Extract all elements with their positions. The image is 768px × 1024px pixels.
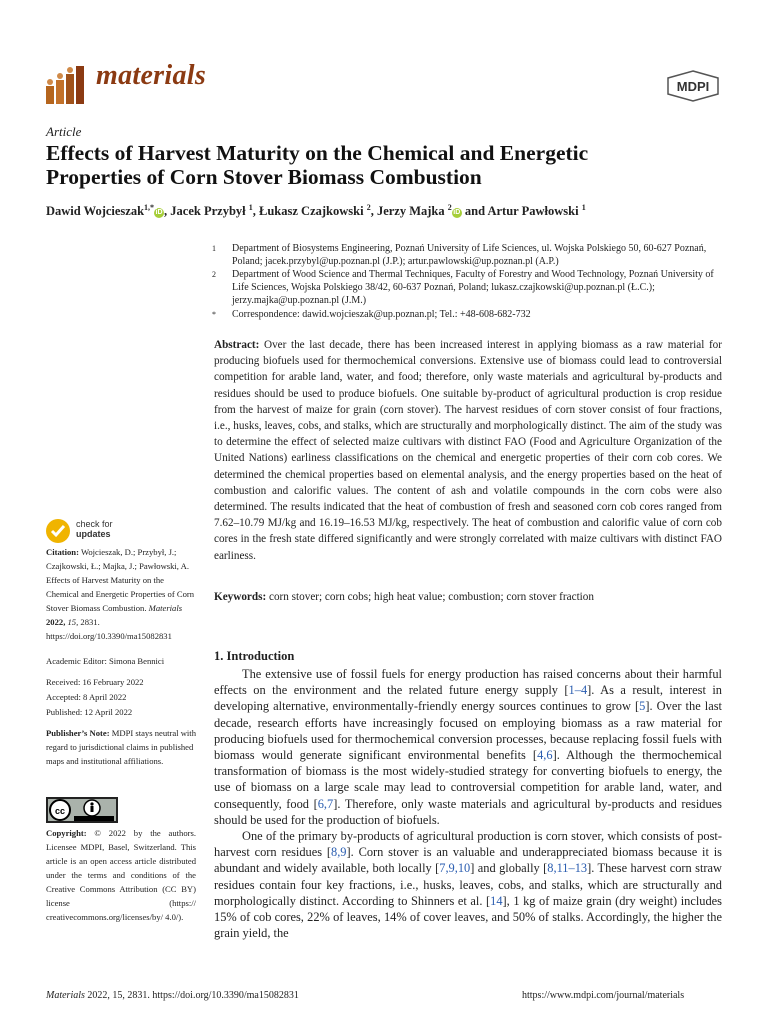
body-text-run: ]. These harvest corn straw residues contain four key fractions, i.e., husks, leaves, cobs, and stalks, which are structurally and morphologically distinct. According to Shinners et al. [ [214,861,723,908]
reference-link[interactable]: 1–4 [568,683,588,698]
footer-journal-url[interactable]: https://www.mdpi.com/journal/materials [522,990,685,1001]
author-name[interactable]: Jerzy Majka [376,204,445,219]
author-affil-sup: 1 [248,203,253,212]
orcid-icon[interactable]: iD [155,209,163,217]
author-affil-sup: 1,* [144,203,155,212]
received-date: Received: 16 February 2022 [46,677,144,687]
author-name[interactable]: Dawid Wojcieszak [46,204,145,219]
author-affil-sup: 1 [581,203,586,212]
author-affil-sup: 2 [447,203,452,212]
citation-doi[interactable]: 2831. https://doi.org/10.3390/ma15082831 [46,617,172,641]
author-sep: , [164,204,171,219]
abstract [214,337,722,564]
mdpi-logo-icon [666,70,720,102]
keywords-text: corn stover; corn cobs; high heat value; combustion; corn stover fraction [269,591,594,603]
footer-year-vol: 2022, 15, [87,990,125,1001]
affiliation-number: 2 [212,270,216,279]
citation-label: Citation: [46,547,79,557]
keywords-label: Keywords: [214,591,267,603]
author-name[interactable]: Łukasz Czajkowski [259,204,364,219]
paragraph-1 [214,666,722,828]
author-sep: , [370,204,377,219]
publisher-note-label: Publisher’s Note: [46,728,110,738]
body-text-run: ]. As a result, interest in developing alternative, environmentally-friendly energy sources continues to grow [ [214,683,722,714]
reference-link[interactable]: 6,7 [317,796,334,811]
abstract-text: Over the last decade, there has been increased interest in applying biomass as a raw material for producing biofuels used for thermochemical conversions. Extensive use of biomass could lead to controversial competition for arable land, water, and food; therefore, only waste materials and agricultural by-products and residues should be used to produce biofuels. One suitable by-product of agricultural production is crop residue from the harvest of maize for grain (corn stover). The harvest residues of corn stover consist of four fractions, i.e., husks, leaves, cobs, and stalks, which are structurally and morphologically distinct. The aim of the study was to determine the effect of selected maize cultivars with distinct FAO (Food and Agriculture Organization of the United Nations) earliness classifications on the chemical and energetic properties of their corn cob cores. We determined the chemical properties based on elemental analysis, and the energy properties based on the heat of combustion and calorific values. The content of ash and volatile compounds in the corn cobs were also determined. The results indicated that the heat of combustion of fresh and seasoned corn cob cores ranged from 7.62–10.79 MJ/kg and 16.19–16.53 MJ/kg, respectively. The heat of combustion and calorific value of corn cob cores in the fresh state differed significantly and were strongly correlated with maize cultivars with distinct FAO earliness. [214,339,723,562]
cc-by-license-icon[interactable] [46,797,118,823]
reference-link[interactable]: 7,9,10 [439,861,471,876]
citation-volume: 15, [67,617,79,627]
affiliation-2 [212,268,732,307]
reference-link[interactable]: 8,11–13 [547,861,588,876]
affiliation-1 [212,242,732,268]
author-sep: and [461,204,488,219]
journal-name: materials [96,60,207,91]
copyright-block [46,826,196,924]
paragraph-2 [214,828,722,941]
introduction-body [214,666,722,941]
affiliation-text: Department of Biosystems Engineering, Poznań University of Life Sciences, ul. Wojska Polskiego 50, 60-627 Poznań, Poland; jacek.przybyl@up.poznan.pl (J.P.); artur.pawlowski@up.poznan.pl (A.P.) [232,243,707,267]
copyright-text: © 2022 by the authors. Licensee MDPI, Basel, Switzerland. This article is an open access article distributed under the terms and conditions of the Creative Commons Attribution (CC BY) license (https:// creativecommons.org/licenses/by/ 4.0/). [46,828,196,922]
article-type: Article [46,124,82,139]
author-affil-sup: 2 [366,203,371,212]
publisher-name: MDPI [676,79,710,94]
affiliation-number: 1 [212,244,216,253]
footer-doi[interactable]: 2831. https://doi.org/10.3390/ma15082831 [127,990,299,1001]
reference-link[interactable]: 4,6 [537,748,553,763]
keywords [214,589,722,605]
journal-logo-icon [44,60,90,106]
orcid-icon[interactable]: iD [453,209,461,217]
check-updates-line2: updates [76,529,111,539]
svg-text:cc: cc [54,806,66,816]
author-list [46,203,746,219]
body-text-run: ]. Therefore, only waste materials and agricultural by-products and residues should be used for the production of biofuels. [214,796,722,827]
reference-link[interactable]: 8,9 [331,845,347,860]
author-name[interactable]: Artur Pawłowski [487,204,579,219]
accepted-date: Accepted: 8 April 2022 [46,692,127,702]
affiliation-text: Department of Wood Science and Thermal Techniques, Faculty of Forestry and Wood Technology, Poznań University of Life Sciences, Wojska Polskiego 38/42, 60-637 Poznań, Poland; lukasz.czajkowski@up.poznan.pl (Ł.C.); jerzy.majka@up.poznan.pl (J.M.) [232,269,714,306]
abstract-label: Abstract: [214,339,260,351]
affiliation-text: Correspondence: dawid.wojcieszak@up.poznan.pl; Tel.: +48-608-682-732 [232,309,531,320]
author-sep: , [252,204,260,219]
check-for-updates-button[interactable] [44,517,164,545]
body-text-run: The extensive use of fossil fuels for energy production has raised concerns about their harmful effects on the environment and the related future energy supply [ [214,667,722,698]
article-title [46,141,726,189]
body-text-run: ] and globally [ [470,861,548,876]
affiliation-number: * [212,310,216,319]
body-text-run: One of the primary by-products of agricultural production is corn stover, which consists of post-harvest corn residues [ [214,829,722,860]
body-text-run: ]. Although the thermochemical transformation of biomass is the most widely-studied strategy for converting biofuels to energy, the use of biomass on a large scale may lead to controversial competition for arable land, water, and consequently, food [ [214,748,723,811]
academic-editor: Academic Editor: Simona Bennici [46,656,165,666]
citation-block [46,545,196,643]
citation-year: 2022, [46,617,66,627]
footer-journal: Materials [46,990,85,1001]
title-line-2: Properties of Corn Stover Biomass Combustion [46,165,482,189]
reference-link[interactable]: 5 [639,699,646,714]
copyright-label: Copyright: [46,828,87,838]
body-text-run: ], 1 kg of maize grain (dry weight) includes 15% of cob cores, 22% of leaves, 14% of cover leaves, and 50% of stalks. Accordingly, the higher the grain yield, the [214,893,722,941]
title-line-1: Effects of Harvest Maturity on the Chemical and Energetic [46,141,589,165]
citation-journal: Materials [148,603,183,613]
citation-text: Wojcieszak, D.; Przybył, J.; Czajkowski, Ł.; Majka, J.; Pawłowski, A. Effects of Harvest Maturity on the Chemical and Energetic Properties of Corn Stover Biomass Combustion. [46,547,195,613]
reference-link[interactable]: 14 [490,893,503,908]
check-updates-icon [44,517,72,545]
published-date: Published: 12 April 2022 [46,707,133,717]
publisher-note-text: MDPI stays neutral with regard to jurisdictional claims in published maps and institutional affiliations. [46,728,196,766]
author-name[interactable]: Jacek Przybył [170,204,246,219]
check-updates-line1: check for [76,519,113,529]
publisher-note [46,726,196,768]
footer-citation [46,990,299,1001]
correspondence [212,308,732,321]
body-text-run: ]. Corn stover is an valuable and underappreciated biomass because it is abundant and widely available, both locally [ [214,845,722,876]
body-text-run: ]. Over the last decade, research efforts have increasingly focused on employing biomass as a raw material for producing biofuels used for thermochemical conversion processes, because replacing fossil fuels with biomass would generate significant environmental benefits [ [214,699,722,763]
section-heading: 1. Introduction [214,649,295,663]
